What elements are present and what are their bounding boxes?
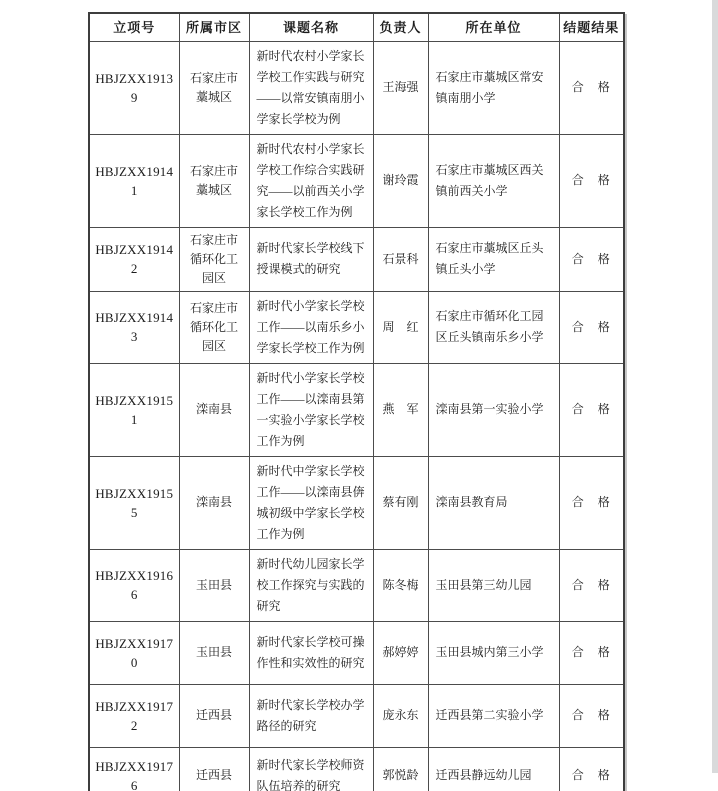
- cell-district: 迁西县: [179, 684, 249, 747]
- cell-unit: 石家庄市循环化工园区丘头镇南乐乡小学: [428, 291, 559, 363]
- cell-project-id: HBJZXX19176: [89, 747, 179, 791]
- cell-topic: 新时代农村小学家长学校工作综合实践研究——以前西关小学家长学校工作为例: [249, 134, 373, 227]
- table-row: [89, 621, 624, 684]
- cell-leader: 蔡有刚: [373, 456, 428, 549]
- cell-leader: 燕 军: [373, 363, 428, 456]
- cell-topic: 新时代幼儿园家长学校工作探究与实践的研究: [249, 549, 373, 621]
- cell-leader: 谢玲霞: [373, 134, 428, 227]
- cell-result: 合 格: [559, 134, 624, 227]
- cell-leader: 陈冬梅: [373, 549, 428, 621]
- cell-unit: 迁西县第二实验小学: [428, 684, 559, 747]
- cell-result: 合 格: [559, 684, 624, 747]
- table-row: [89, 363, 624, 456]
- column-header-district: 所属市区: [179, 13, 249, 41]
- cell-topic: 新时代小学家长学校工作——以南乐乡小学家长学校工作为例: [249, 291, 373, 363]
- cell-leader: 郭悦龄: [373, 747, 428, 791]
- table-row: [89, 227, 624, 291]
- table-row: [89, 134, 624, 227]
- cell-result: 合 格: [559, 227, 624, 291]
- table-row: [89, 549, 624, 621]
- page-edge-strip: [712, 0, 718, 773]
- cell-result: 合 格: [559, 41, 624, 134]
- cell-project-id: HBJZXX19143: [89, 291, 179, 363]
- cell-unit: 滦南县第一实验小学: [428, 363, 559, 456]
- cell-result: 合 格: [559, 747, 624, 791]
- cell-topic: 新时代中学家长学校工作——以滦南县倴城初级中学家长学校工作为例: [249, 456, 373, 549]
- column-header-project-id: 立项号: [89, 13, 179, 41]
- cell-district: 玉田县: [179, 621, 249, 684]
- cell-unit: 石家庄市藁城区西关镇前西关小学: [428, 134, 559, 227]
- cell-unit: 滦南县教育局: [428, 456, 559, 549]
- table-row: [89, 456, 624, 549]
- cell-result: 合 格: [559, 291, 624, 363]
- cell-district: 迁西县: [179, 747, 249, 791]
- cell-unit: 玉田县城内第三小学: [428, 621, 559, 684]
- cell-topic: 新时代家长学校可操作性和实效性的研究: [249, 621, 373, 684]
- cell-leader: 石景科: [373, 227, 428, 291]
- cell-project-id: HBJZXX19172: [89, 684, 179, 747]
- column-header-result: 结题结果: [559, 13, 624, 41]
- cell-project-id: HBJZXX19151: [89, 363, 179, 456]
- table-header-row: [89, 13, 624, 41]
- cell-project-id: HBJZXX19142: [89, 227, 179, 291]
- cell-project-id: HBJZXX19139: [89, 41, 179, 134]
- cell-project-id: HBJZXX19166: [89, 549, 179, 621]
- cell-unit: 玉田县第三幼儿园: [428, 549, 559, 621]
- cell-unit: 石家庄市藁城区常安镇南朋小学: [428, 41, 559, 134]
- cell-topic: 新时代家长学校师资队伍培养的研究: [249, 747, 373, 791]
- table-row: [89, 684, 624, 747]
- cell-district: 石家庄市藁城区: [179, 41, 249, 134]
- cell-district: 滦南县: [179, 456, 249, 549]
- table-row: [89, 747, 624, 791]
- cell-district: 石家庄市循环化工园区: [179, 227, 249, 291]
- cell-project-id: HBJZXX19141: [89, 134, 179, 227]
- cell-result: 合 格: [559, 621, 624, 684]
- cell-unit: 石家庄市藁城区丘头镇丘头小学: [428, 227, 559, 291]
- table-body: [89, 41, 624, 791]
- cell-leader: 王海强: [373, 41, 428, 134]
- cell-district: 石家庄市藁城区: [179, 134, 249, 227]
- cell-leader: 庞永东: [373, 684, 428, 747]
- cell-project-id: HBJZXX19170: [89, 621, 179, 684]
- cell-district: 玉田县: [179, 549, 249, 621]
- cell-district: 石家庄市循环化工园区: [179, 291, 249, 363]
- cell-result: 合 格: [559, 456, 624, 549]
- column-header-unit: 所在单位: [428, 13, 559, 41]
- column-header-topic: 课题名称: [249, 13, 373, 41]
- cell-topic: 新时代家长学校办学路径的研究: [249, 684, 373, 747]
- project-results-table: [88, 12, 625, 791]
- table-row: [89, 41, 624, 134]
- cell-project-id: HBJZXX19155: [89, 456, 179, 549]
- cell-result: 合 格: [559, 549, 624, 621]
- cell-result: 合 格: [559, 363, 624, 456]
- cell-leader: 周 红: [373, 291, 428, 363]
- cell-topic: 新时代农村小学家长学校工作实践与研究——以常安镇南朋小学家长学校为例: [249, 41, 373, 134]
- cell-topic: 新时代家长学校线下授课模式的研究: [249, 227, 373, 291]
- cell-unit: 迁西县静远幼儿园: [428, 747, 559, 791]
- column-header-leader: 负责人: [373, 13, 428, 41]
- cell-district: 滦南县: [179, 363, 249, 456]
- cell-leader: 郝婷婷: [373, 621, 428, 684]
- cell-topic: 新时代小学家长学校工作——以滦南县第一实验小学家长学校工作为例: [249, 363, 373, 456]
- table-row: [89, 291, 624, 363]
